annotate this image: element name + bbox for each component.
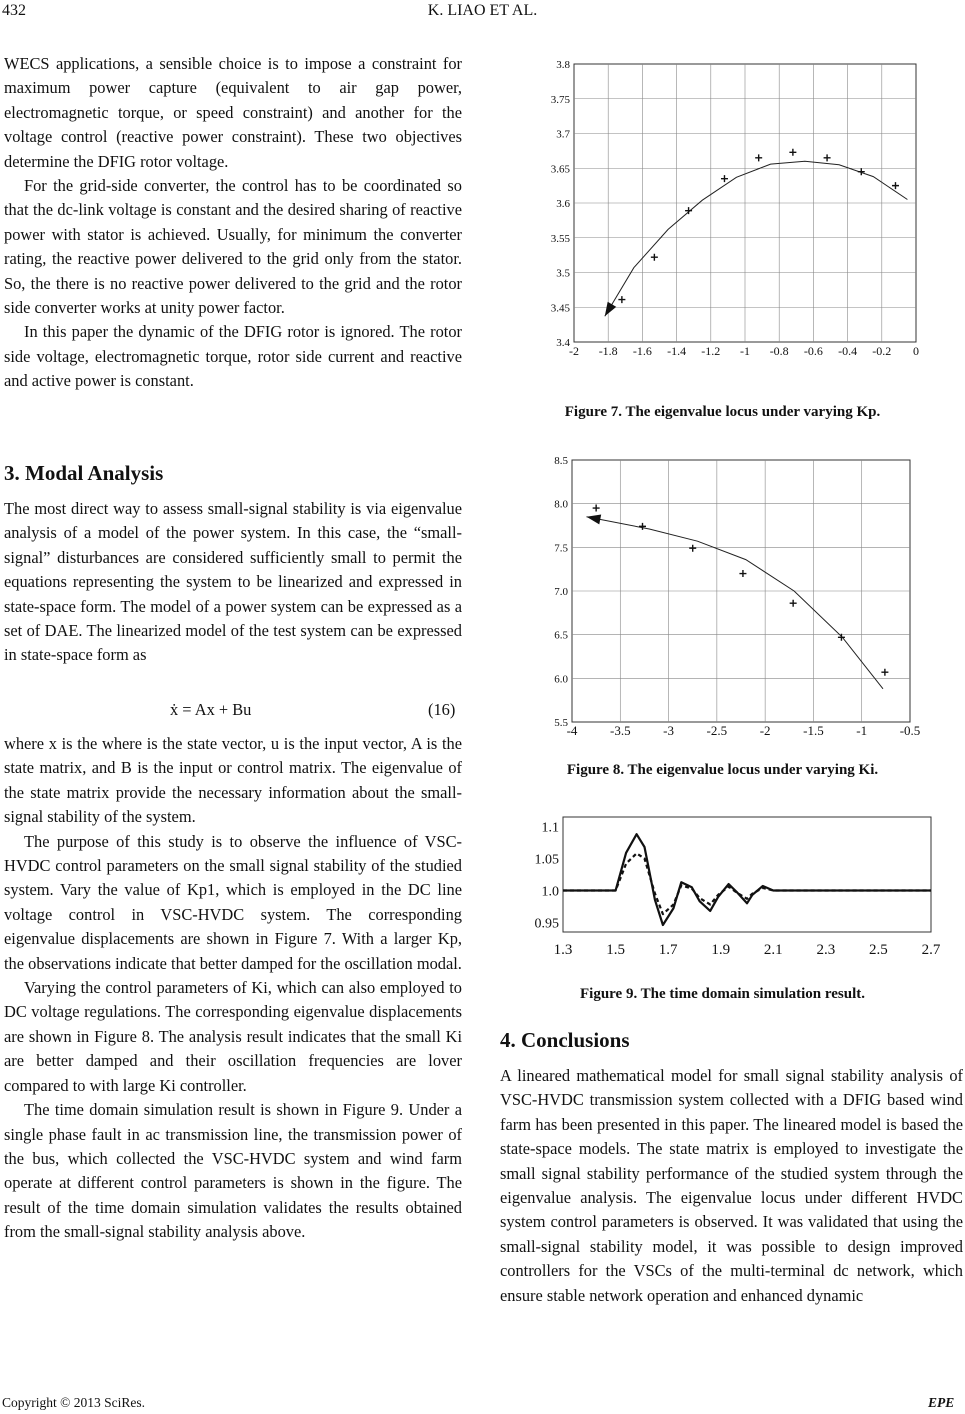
fig9-plot-frame	[563, 817, 931, 932]
left-column-end	[4, 732, 462, 1245]
fig8-x-tick-label: -3	[663, 723, 674, 738]
fig7-y-tick-label: 3.45	[550, 302, 570, 315]
page-number: 432	[2, 2, 26, 19]
fig7-locus-curve	[605, 161, 908, 316]
fig7-x-tick-label: -1.4	[667, 344, 687, 358]
fig9-x-tick-label: 1.3	[553, 942, 573, 958]
fig9-y-tick-label: 1.1	[541, 820, 559, 836]
paragraph-2: For the grid-side converter, the control has to be coordinated so that the dc-link voltage is constant and the desired sharing of reactive power with stator is achieved. Usually, for minimum the converter rating, the reactive power delivered to the grid only from the stator. So, the there is no reactive power delivered to the grid and the rotor side converter works at unity power factor.	[4, 176, 462, 318]
fig9-marks	[563, 834, 931, 925]
fig7-x-tick-label: -0.6	[803, 344, 823, 358]
fig9-series-dashed	[563, 853, 931, 914]
fig7-y-tick-label: 3.75	[550, 93, 570, 106]
fig9-axis-labels	[535, 821, 941, 958]
paragraph-3: In this paper the dynamic of the DFIG rotor is ignored. The rotor side voltage, electromagnetic torque, rotor side current and reactive and active power is constant.	[4, 322, 462, 391]
fig7-x-tick-label: 0	[913, 344, 919, 358]
figure-7-caption: Figure 7. The eigenvalue locus under varying Kp.	[564, 404, 881, 420]
fig7-y-tick-label: 3.55	[550, 232, 570, 245]
fig8-y-tick-label: 7.5	[554, 542, 568, 555]
fig8-x-tick-label: -2	[759, 723, 771, 738]
running-title: K. LIAO ET AL.	[427, 2, 538, 19]
fig8-eigenvalue-point	[593, 505, 600, 512]
fig8-eigenvalue-point	[639, 523, 646, 530]
fig7-y-tick-label: 3.8	[556, 59, 570, 71]
fig8-x-tick-label: -0.5	[899, 723, 921, 738]
fig9-frame	[563, 817, 931, 932]
fig7-x-tick-label: -0.8	[769, 344, 789, 358]
fig9-x-tick-label: 1.9	[711, 942, 731, 958]
figure-8-caption: Figure 8. The eigenvalue locus under varying Ki.	[566, 762, 879, 778]
fig8-x-tick-label: -3.5	[609, 723, 631, 738]
figure-9-chart	[515, 808, 950, 968]
fig9-x-tick-label: 1.5	[606, 942, 625, 958]
fig9-x-tick-label: 2.7	[921, 942, 941, 958]
fig7-y-tick-label: 3.6	[556, 198, 570, 210]
fig7-x-tick-label: -1.8	[598, 344, 618, 358]
paragraph-4: The most direct way to assess small-signal stability is via eigenvalue analysis of a model of the power system. In this case, the “small-signal” disturbances are considered sufficiently small to permit the equations representing the system to be linearized and expressed in state-space form. The model of a power system can be expressed as a set of DAE. The linearized model of the test system can be expressed in state-space form as	[4, 499, 462, 665]
fig7-x-tick-label: -1	[740, 344, 750, 358]
section-3-heading: 3. Modal Analysis	[4, 461, 164, 485]
fig8-eigenvalue-point	[739, 570, 746, 577]
fig7-eigenvalue-point	[721, 175, 728, 182]
figure-7-chart	[540, 52, 930, 367]
fig8-eigenvalue-point	[881, 669, 888, 676]
fig7-eigenvalue-point	[685, 207, 692, 214]
footer-copyright: Copyright © 2013 SciRes.	[2, 1395, 146, 1410]
fig7-y-tick-label: 3.5	[556, 267, 570, 280]
figure-8-chart	[530, 450, 930, 750]
paragraph-8: The time domain simulation result is shown in Figure 9. Under a single phase fault in ac transmission line, the transmission power of the bus, which collected the VSC-HVDC system and wind farm operate at different control parameters is shown in the figure. The result of the time domain simulation validates the results obtained from the small-signal stability analysis above.	[4, 1100, 462, 1242]
fig7-eigenvalue-point	[824, 154, 831, 161]
paragraph-6: The purpose of this study is to observe the influence of VSC-HVDC control parameters on the small signal stability of the studied system. Vary the value of Kp1, which is employed in the DC line voltage control in VSC-HVDC system. The corresponding eigenvalue displacements are shown in Figure 7. With a larger Kp, the observations indicate that better damped for the oscillation modal.	[4, 831, 462, 973]
equation-16: ẋ = Ax + Bu	[170, 700, 252, 719]
fig8-y-tick-label: 7.0	[554, 586, 568, 598]
fig7-eigenvalue-point	[892, 182, 899, 189]
fig7-x-tick-label: -1.2	[701, 344, 721, 358]
fig8-eigenvalue-point	[790, 600, 797, 607]
fig8-arrow-head	[586, 515, 601, 525]
fig8-marks	[586, 505, 888, 689]
fig9-x-tick-label: 1.7	[658, 942, 678, 958]
right-column-text	[500, 1064, 963, 1308]
paragraph-7: Varying the control parameters of Ki, which can also employed to DC voltage regulations. The corresponding eigenvalue displacements are shown in Figure 8. The analysis result indicates that the small Ki are better damped and their oscillation frequencies are lover compared to with large Ki controller.	[4, 978, 462, 1095]
paragraph-5: where x is the where is the state vector, u is the input vector, A is the state matrix, and B is the input or control matrix. The eigenvalue of the state matrix provide the necessary information about the small-signal stability of the system.	[4, 734, 462, 827]
fig7-y-tick-label: 3.7	[556, 128, 570, 141]
fig7-marks	[605, 149, 908, 317]
fig8-locus-curve	[587, 517, 884, 689]
fig8-y-tick-label: 5.5	[554, 717, 568, 729]
paragraph-1: WECS applications, a sensible choice is to impose a constraint for maximum power capture (equivalent to air gap power, electromagnetic torque, or speed constraint) and another for the voltage control (reactive power constraint). These two objectives determine the DFIG rotor voltage.	[4, 54, 462, 171]
fig7-eigenvalue-point	[858, 168, 865, 175]
fig8-x-tick-label: -1.5	[803, 723, 824, 738]
fig8-y-tick-label: 6.0	[554, 673, 568, 686]
fig7-x-tick-label: -0.4	[838, 344, 858, 358]
fig7-x-tick-label: -1.6	[632, 344, 652, 358]
section-4-heading: 4. Conclusions	[500, 1028, 630, 1052]
fig7-eigenvalue-point	[755, 154, 762, 161]
fig7-eigenvalue-point	[618, 296, 625, 303]
fig8-grid	[572, 460, 910, 722]
fig8-x-tick-label: -2.5	[706, 723, 728, 738]
fig7-arrow-head	[605, 302, 616, 317]
fig9-x-tick-label: 2.1	[763, 942, 783, 958]
fig9-x-tick-label: 2.3	[816, 942, 836, 958]
left-column	[4, 52, 462, 394]
fig9-series-solid	[563, 834, 931, 925]
fig9-x-tick-label: 2.5	[869, 942, 888, 958]
fig8-y-tick-label: 6.5	[554, 629, 568, 642]
fig8-axis-labels	[554, 455, 920, 738]
fig8-x-tick-label: -4	[566, 723, 578, 738]
fig7-eigenvalue-point	[651, 254, 658, 261]
fig7-eigenvalue-point	[789, 149, 796, 156]
fig8-eigenvalue-point	[689, 545, 696, 552]
left-column-continued	[4, 497, 462, 668]
fig8-x-tick-label: -1	[856, 723, 868, 738]
fig7-y-tick-label: 3.65	[550, 163, 570, 176]
fig7-y-tick-label: 3.4	[556, 337, 570, 349]
fig9-y-tick-label: 0.95	[534, 916, 559, 932]
fig8-y-tick-label: 8.5	[554, 455, 568, 467]
fig8-y-tick-label: 8.0	[554, 498, 568, 511]
fig9-y-tick-label: 1.0	[541, 884, 559, 900]
paragraph-9: A lineared mathematical model for small signal stability analysis of VSC-HVDC transmission system collected with a DFIG based wind farm has been presented in this paper. The lineared model is based the state-space models. The state matrix is employed to investigate the small signal stability performance of the studied system through the eigenvalue analysis. The eigenvalue locus under different HVDC system control parameters is observed. It was validated that using the small-signal stability model, it was possible to design improved controllers for the VSCs of the multi-terminal dc network, which ensure stable network operation and enhanced dynamic	[500, 1066, 963, 1305]
figure-9-caption: Figure 9. The time domain simulation result.	[579, 986, 865, 1002]
equation-number: (16)	[428, 700, 456, 719]
footer-journal: EPE	[928, 1395, 955, 1410]
fig7-x-tick-label: -0.2	[872, 344, 892, 358]
fig7-x-tick-label: -2	[569, 344, 579, 358]
fig9-y-tick-label: 1.05	[534, 852, 559, 868]
